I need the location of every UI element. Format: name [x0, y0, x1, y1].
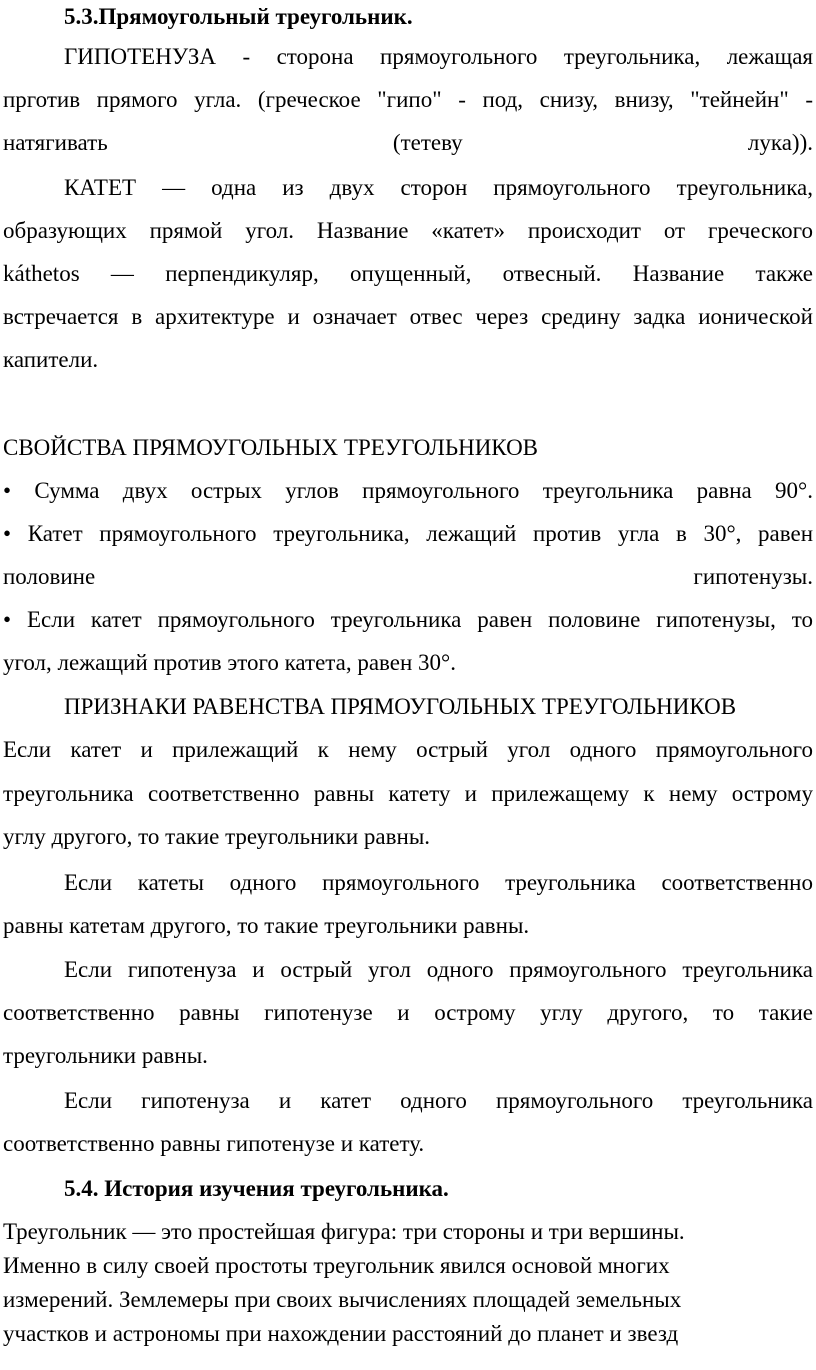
- property-line-3: половине гипотенузы.: [3, 564, 813, 589]
- property-line-2: • Катет прямоугольного треугольника, лежащий против угла в 30°, равен: [3, 521, 813, 546]
- katet-line-5: капители.: [3, 347, 99, 372]
- sign4-line-1: Если гипотенуза и катет одного прямоугольного треугольника: [64, 1088, 813, 1113]
- katet-line-4: встречается в архитектуре и означает отвес через средину задка ионической: [3, 304, 813, 329]
- history-line-1: Треугольник — это простейшая фигура: три стороны и три вершины.: [3, 1219, 685, 1244]
- sign2-line-2: равны катетам другого, то такие треугольники равны.: [3, 913, 530, 938]
- history-line-4: участков и астрономы при нахождении расстояний до планет и звезд: [3, 1321, 679, 1346]
- sign1-line-1: Если катет и прилежащий к нему острый угол одного прямоугольного: [3, 737, 813, 762]
- property-line-4: • Если катет прямоугольного треугольника равен половине гипотенузы, то: [3, 607, 813, 632]
- sign3-line-2: соответственно равны гипотенузе и острому углу другого, то такие: [3, 1000, 813, 1025]
- katet-line-3: káthetos — перпендикуляр, опущенный, отвесный. Название также: [3, 261, 813, 286]
- katet-line-2: образующих прямой угол. Название «катет» происходит от греческого: [3, 218, 813, 243]
- sign2-line-1: Если катеты одного прямоугольного треугольника соответственно: [64, 870, 813, 895]
- signs-heading: ПРИЗНАКИ РАВЕНСТВА ПРЯМОУГОЛЬНЫХ ТРЕУГОЛЬНИКОВ: [64, 694, 737, 719]
- sign1-line-2: треугольника соответственно равны катету и прилежащему к нему острому: [3, 781, 813, 806]
- history-line-2: Именно в силу своей простоты треугольник явился основой многих: [3, 1253, 670, 1278]
- hypotenuse-line-2: прготив прямого угла. (греческое "гипо" - под, снизу, внизу, "тейнейн" -: [3, 87, 813, 112]
- sign1-line-3: углу другого, то такие треугольники равны.: [3, 824, 431, 849]
- section-title-5-4: 5.4. История изучения треугольника.: [64, 1176, 449, 1201]
- property-line-1: • Сумма двух острых углов прямоугольного треугольника равна 90°.: [3, 478, 813, 503]
- history-line-3: измерений. Землемеры при своих вычислениях площадей земельных: [3, 1287, 682, 1312]
- sign4-line-2: соответственно равны гипотенузе и катету.: [3, 1131, 425, 1156]
- hypotenuse-line-3: натягивать (тетеву лука)).: [3, 130, 813, 155]
- section-title-5-3: 5.3.Прямоугольный треугольник.: [64, 4, 413, 29]
- sign3-line-3: треугольники равны.: [3, 1043, 208, 1068]
- katet-line-1: КАТЕТ — одна из двух сторон прямоугольного треугольника,: [64, 175, 813, 200]
- hypotenuse-line-1: ГИПОТЕНУЗА - сторона прямоугольного треугольника, лежащая: [64, 44, 813, 69]
- properties-heading: СВОЙСТВА ПРЯМОУГОЛЬНЫХ ТРЕУГОЛЬНИКОВ: [3, 435, 539, 460]
- sign3-line-1: Если гипотенуза и острый угол одного прямоугольного треугольника: [64, 957, 813, 982]
- property-line-5: угол, лежащий против этого катета, равен 30°.: [3, 650, 456, 675]
